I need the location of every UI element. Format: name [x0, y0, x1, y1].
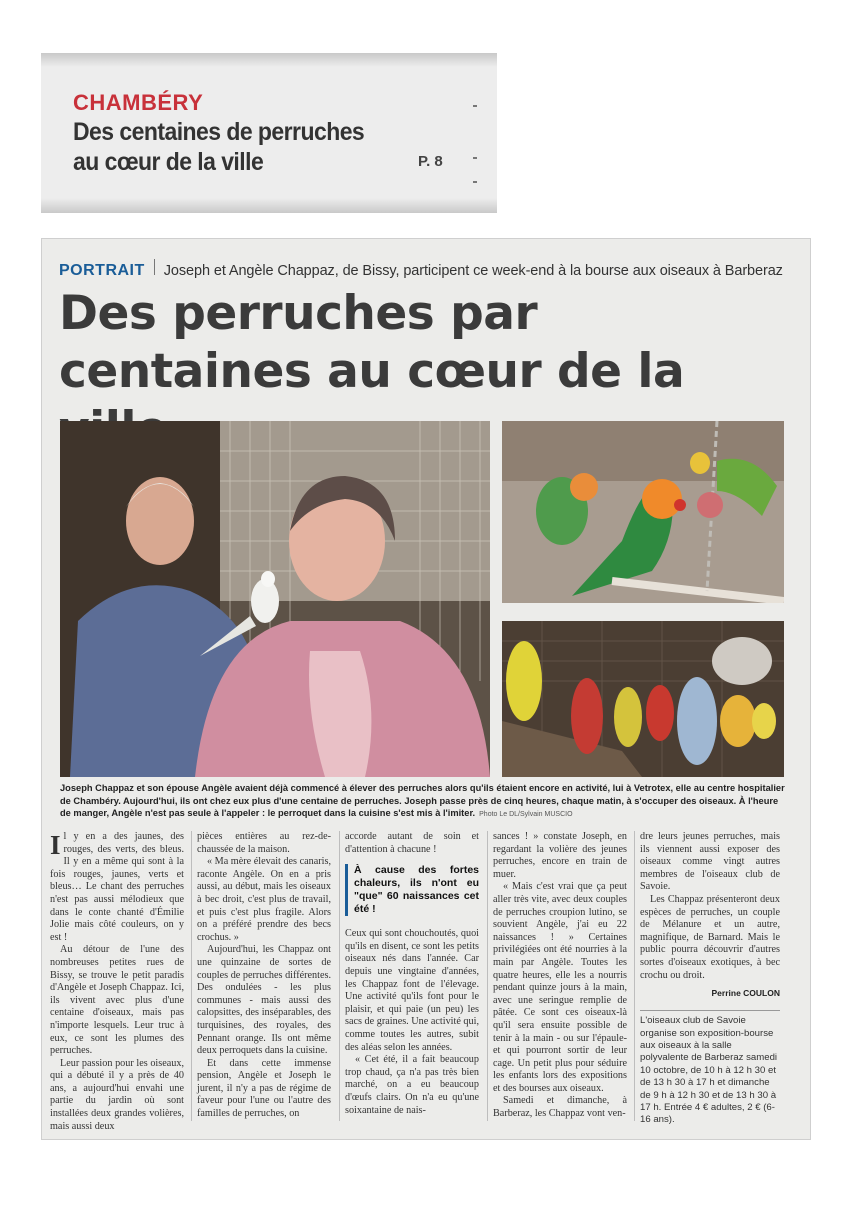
text-column-3: [345, 831, 479, 1117]
margin-mark: [473, 105, 477, 107]
paragraph: Aujourd'hui, les Chappaz ont une quinzaine de sortes de couples de perruches différentes. Des ondulées - les plus communes - mais aussi des calopsittes, des inséparables, des turquisines, des royales, des Pennant orange. Ils ont même deux perroquets dans la cuisine.: [197, 944, 331, 1057]
teaser-clipping: [41, 53, 497, 213]
paragraph: Samedi et dimanche, à Barberaz, les Chappaz vont ven-: [493, 1095, 627, 1120]
paragraph: pièces entières au rez-de-chaussée de la maison.: [197, 831, 331, 855]
text-column-5: [640, 831, 780, 1127]
margin-mark: [473, 181, 477, 183]
caption-text: Joseph Chappaz et son épouse Angèle avaient déjà commencé à élever des perruches alors qu'ils étaient encore en activité, lui à Vetrotex, elle au centre hospitalier de Chambéry. Aujourd'hui, ils ont chez eux plus d'une centaine de perruches. Joseph passe près de cinq heures, chaque matin, à s'occuper des oiseaux. À l'heure de manger, Angèle n'est pas seule à l'appeler : le perroquet dans la cuisine s'est mis à l'imiter.: [60, 783, 785, 819]
photo-caption: [60, 782, 790, 822]
column-divider: [191, 831, 192, 1121]
paragraph: Leur passion pour les oiseaux, qui a débuté il y a près de 40 ans, a aujourd'hui envahi une partie du jardin où sont installées deux grandes volières, mais aussi deux: [50, 1057, 184, 1132]
dropcap: I: [50, 830, 61, 860]
photo-lovebirds: [502, 421, 784, 603]
paragraph: « Mais c'est vrai que ça peut aller très vite, avec deux couples de perruches croupion lutino, se souvient Angèle, j'ai eu 22 naissances ! » Certaines privilégiées ont été nourries à la main par Angèle. Toutes les quatre heures, elle les a nourris pendant quinze jours à la main, avec une seringue remplie de pâtée. Ce sont ces oiseaux-là qu'il sera ensuite possible de tenir à la main - ou sur l'épaule- et qui pourront sortir de leur cage. Un petit plus pour séduire les enfants lors des expositions et des bourses aux oiseaux.: [493, 881, 627, 1094]
teaser-title: Des centaines de perruches au cœur de la ville: [73, 118, 365, 176]
column-divider: [634, 831, 635, 1121]
photo-couple-with-parakeet: [60, 421, 490, 777]
article-headline: Des perruches par centaines au cœur de la: [59, 286, 685, 399]
event-info-box: L'oiseaux club de Savoie organise son exposition-bourse aux oiseaux à la salle polyvalente de Barberaz samedi 10 octobre, de 10 h à 12 h 30 et de 13 h 30 à 17 h et dimanche de 9 h à 12 h 30 et de 13 h 30 à 17 h. Entrée 4 € adultes, 2 € (6-16 ans).: [640, 1010, 780, 1127]
paragraph: « Ma mère élevait des canaris, raconte Angèle. On en a pris aussi, au début, mais les oiseaux à bec droit, c'est plus de travail, et puis c'est plus fragile. Alors on a préféré prendre des becs crochus. »: [197, 856, 331, 943]
paragraph: « Cet été, il a fait beaucoup trop chaud, ça n'a pas très bien marché, on a eu beaucoup d'œufs clairs. On n'a eu qu'une soixantaine de nais-: [345, 1054, 479, 1116]
paragraph-text: l y en a des jaunes, des rouges, des verts, des bleus. Il y en a même qui sont à la fois rouges, jaunes, verts et bleus… Le chant des perruches n'est pas aussi mélodieux que dans le conte chanté d'Émilie Jolie mais côté couleurs, on y est !: [50, 831, 184, 943]
paragraph: Les Chappaz présenteront deux espèces de perruches, un couple de Mélanure et un autre, magnifique, de Barnard. Mais le public pourra découvrir d'autres sortes d'oiseaux exotiques, à bec crochu ou droit.: [640, 893, 780, 981]
text-column-1: [50, 831, 184, 1133]
paragraph: [50, 831, 184, 944]
text-column-2: [197, 831, 331, 1121]
rubric-label: PORTRAIT: [59, 262, 145, 279]
photo-rosellas-budgies: [502, 621, 784, 777]
margin-mark: [473, 157, 477, 159]
paragraph: Ceux qui sont chouchoutés, quoi qu'ils en disent, ce sont les petits oiseaux nés dans l'année. Car depuis une vingtaine d'années, les Chappaz font de l'élevage. Une activité qu'ils font pour le plaisir, et qui paie (un peu) les sacs de graines. Une activité qui, comme toutes les autres, subit des aléas selon les années.: [345, 928, 479, 1053]
text-column-4: [493, 831, 627, 1121]
paragraph: sances ! » constate Joseph, en regardant la volière des jeunes perruches, encore en train de muer.: [493, 831, 627, 880]
paragraph: Au détour de l'une des nombreuses petites rues de Bissy, se trouve le petit paradis d'Angèle et Joseph Chappaz. Ici, ils vivent avec plus d'une centaine d'oiseaux, mais pas n'importe lesquels. Leur truc à eux, ce sont les plumes des perruches.: [50, 944, 184, 1057]
header-divider: [154, 259, 155, 275]
paragraph: accorde autant de soin et d'attention à chacune !: [345, 831, 479, 855]
photo-credit: Photo Le DL/Sylvain MUSCIO: [479, 811, 573, 819]
teaser-page-ref: P. 8: [418, 153, 443, 170]
paragraph: Et dans cette immense pension, Angèle et Joseph le jurent, il n'y a pas de régime de faveur pour l'une ou l'autre des familles de perruches, on: [197, 1057, 331, 1120]
column-divider: [339, 831, 340, 1121]
author-signature: Perrine COULON: [711, 988, 780, 999]
column-divider: [487, 831, 488, 1121]
article-deck: Joseph et Angèle Chappaz, de Bissy, participent ce week-end à la bourse aux oiseaux à Barberaz: [163, 263, 783, 279]
paragraph: dre leurs jeunes perruches, mais ils viennent aussi exposer des oiseaux comme vingt autres membres de l'oiseaux club de Savoie.: [640, 831, 780, 893]
pull-quote: À cause des fortes chaleurs, ils n'ont eu "que" 60 naissances cet été !: [345, 864, 479, 916]
teaser-kicker: CHAMBÉRY: [73, 90, 204, 115]
article-header: [59, 259, 783, 280]
article-clipping: [41, 238, 811, 1140]
